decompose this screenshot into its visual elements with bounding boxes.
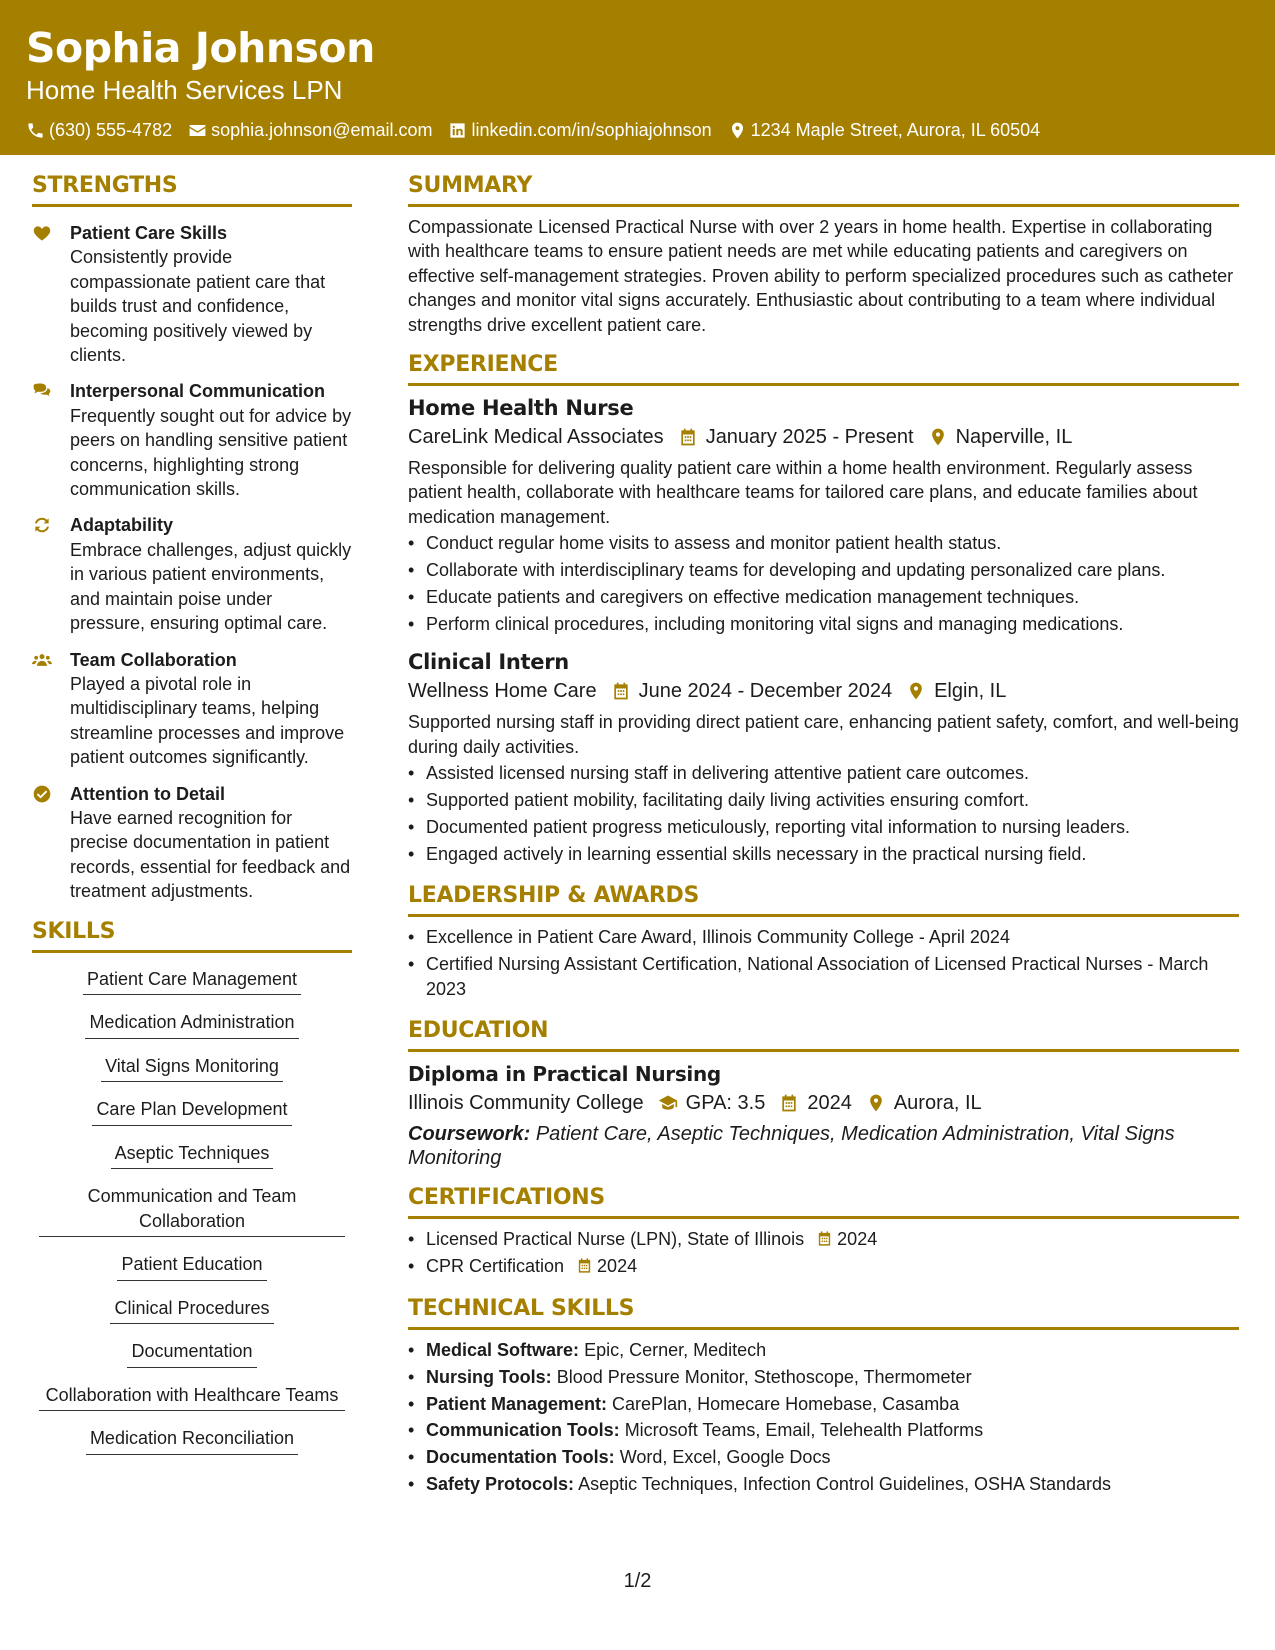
awards-heading: LEADERSHIP & AWARDS — [408, 882, 1239, 917]
check-circle-icon — [32, 784, 52, 804]
skill-item: Aseptic Techniques — [111, 1141, 274, 1170]
calendar-icon — [816, 1230, 833, 1247]
technical-skill-value: Microsoft Teams, Email, Telehealth Platforms — [624, 1420, 984, 1441]
job-entry — [408, 394, 1239, 636]
skill-item: Collaboration with Healthcare Teams — [39, 1383, 345, 1412]
skill-item: Medication Reconciliation — [86, 1426, 298, 1455]
technical-skill-item — [408, 1365, 1239, 1389]
phone-icon — [26, 121, 45, 140]
job-title: Clinical Intern — [408, 650, 569, 675]
address-text: 1234 Maple Street, Aurora, IL 60504 — [750, 120, 1041, 140]
awards-list — [408, 925, 1239, 1001]
technical-skill-item — [408, 1418, 1239, 1442]
skills-heading: SKILLS — [32, 918, 352, 953]
job-bullet: • Assisted licensed nursing staff in delivering attentive patient care outcomes. — [408, 761, 1239, 785]
strength-title: Team Collaboration — [70, 649, 237, 670]
education-heading: EDUCATION — [408, 1017, 1239, 1052]
technical-skill-label: Communication Tools: — [426, 1420, 620, 1441]
linkedin-text[interactable]: linkedin.com/in/sophiajohnson — [471, 120, 712, 140]
contact-phone — [26, 118, 172, 142]
technical-skill-value: Aseptic Techniques, Infection Control Guidelines, OSHA Standards — [578, 1474, 1112, 1495]
map-pin-icon — [906, 681, 926, 701]
strength-item — [32, 648, 352, 770]
contact-email[interactable] — [188, 118, 432, 142]
technical-skill-item — [408, 1338, 1239, 1362]
job-meta — [408, 676, 1239, 706]
technical-skill-value: Blood Pressure Monitor, Stethoscope, Thermometer — [556, 1366, 972, 1387]
technical-skill-item — [408, 1472, 1239, 1496]
comments-icon — [32, 381, 52, 401]
strength-title: Adaptability — [70, 515, 174, 536]
skill-item: Vital Signs Monitoring — [101, 1054, 283, 1083]
skills-section — [32, 918, 352, 1455]
job-dates: June 2024 - December 2024 — [638, 680, 893, 703]
education-meta — [408, 1088, 1239, 1118]
skill-item: Clinical Procedures — [110, 1296, 273, 1325]
job-bullets — [408, 531, 1239, 636]
strengths-heading: STRENGTHS — [32, 172, 352, 207]
certification-year: 2024 — [837, 1229, 878, 1250]
technical-skill-value: Word, Excel, Google Docs — [619, 1447, 831, 1468]
strength-item — [32, 221, 352, 367]
job-bullets — [408, 761, 1239, 866]
certifications-heading: CERTIFICATIONS — [408, 1184, 1239, 1219]
left-column — [32, 172, 352, 1470]
strength-desc: Played a pivotal role in multidisciplinary teams, helping streamline processes and improve patient outcomes significantly. — [70, 673, 345, 768]
coursework — [408, 1122, 1239, 1170]
skills-list — [32, 967, 352, 1455]
phone-text: (630) 555-4782 — [49, 120, 173, 140]
technical-skill-label: Patient Management: — [426, 1393, 608, 1414]
calendar-icon — [779, 1093, 799, 1113]
envelope-icon — [188, 121, 207, 140]
technical-skills-list — [408, 1338, 1239, 1496]
technical-skill-label: Medical Software: — [426, 1340, 580, 1361]
certification-name: Licensed Practical Nurse (LPN), State of Illinois — [426, 1229, 805, 1250]
strength-item — [32, 782, 352, 904]
job-meta — [408, 422, 1239, 452]
job-entry — [408, 648, 1239, 866]
job-title: Home Health Nurse — [408, 396, 634, 421]
skill-item: Patient Education — [117, 1252, 266, 1281]
technical-skill-label: Documentation Tools: — [426, 1447, 615, 1468]
experience-heading: EXPERIENCE — [408, 351, 1239, 386]
strength-item — [32, 379, 352, 501]
contact-bar — [26, 118, 1249, 142]
certification-item — [408, 1227, 1239, 1251]
certifications-list — [408, 1227, 1239, 1278]
job-bullet: • Supported patient mobility, facilitating daily living activities ensuring comfort. — [408, 788, 1239, 812]
map-pin-icon — [928, 427, 948, 447]
map-pin-icon — [728, 121, 747, 140]
page-number: 1/2 — [623, 1570, 652, 1592]
technical-skill-item — [408, 1445, 1239, 1469]
map-pin-icon — [866, 1093, 886, 1113]
name: Sophia Johnson — [26, 24, 375, 72]
strength-desc: Frequently sought out for advice by peers on handling sensitive patient concerns, highlighting strong communication skills. — [70, 405, 352, 500]
right-column — [408, 172, 1239, 1499]
calendar-icon — [611, 681, 631, 701]
graduation-cap-icon — [658, 1093, 678, 1113]
award-item: • Excellence in Patient Care Award, Illinois Community College - April 2024 — [408, 925, 1239, 949]
job-company: CareLink Medical Associates — [408, 426, 664, 449]
certification-year: 2024 — [597, 1256, 638, 1277]
calendar-icon — [678, 427, 698, 447]
strength-item — [32, 513, 352, 635]
job-bullet: • Documented patient progress meticulously, reporting vital information to nursing leaders. — [408, 815, 1239, 839]
strengths-list — [32, 221, 352, 904]
skill-item: Patient Care Management — [83, 967, 301, 996]
skill-item: Communication and Team Collaboration — [39, 1184, 345, 1237]
strength-title: Patient Care Skills — [70, 223, 228, 243]
technical-skill-label: Safety Protocols: — [426, 1474, 575, 1495]
header — [0, 0, 1275, 155]
award-item: • Certified Nursing Assistant Certification, National Association of Licensed Practical Nurses - March 2023 — [408, 952, 1239, 1001]
linkedin-icon — [448, 121, 467, 140]
technical-skill-value: CarePlan, Homecare Homebase, Casamba — [612, 1393, 960, 1414]
technical-skill-value: Epic, Cerner, Meditech — [584, 1340, 767, 1361]
job-location: Elgin, IL — [934, 680, 1007, 703]
contact-linkedin[interactable] — [448, 118, 711, 142]
job-bullet: • Educate patients and caregivers on effective medication management techniques. — [408, 585, 1239, 609]
technical-skills-heading: TECHNICAL SKILLS — [408, 1295, 1239, 1330]
summary-text: Compassionate Licensed Practical Nurse with over 2 years in home health. Expertise in collaborating with healthcare teams to ensure patient needs are met while educating patients and caregivers on effective self-management strategies. Proven ability to perform specialized procedures such as catheter changes and monitor vital signs accurately. Enthusiastic about contributing to a team where individual strengths drive excellent patient care. — [408, 217, 1234, 335]
education-year: 2024 — [807, 1092, 852, 1115]
strength-title: Attention to Detail — [70, 783, 225, 804]
strength-title: Interpersonal Communication — [70, 381, 326, 402]
contact-address — [728, 118, 1041, 142]
strength-desc: Consistently provide compassionate patient care that builds trust and confidence, becoming positively viewed by clients. — [70, 247, 326, 366]
coursework-text: Patient Care, Aseptic Techniques, Medication Administration, Vital Signs Monitoring — [408, 1123, 1175, 1170]
users-icon — [32, 650, 52, 670]
summary-heading: SUMMARY — [408, 172, 1239, 207]
technical-skill-item — [408, 1392, 1239, 1416]
job-bullet: • Perform clinical procedures, including monitoring vital signs and managing medications. — [408, 612, 1239, 636]
job-location: Naperville, IL — [955, 426, 1073, 449]
job-description: Responsible for delivering quality patient care within a home health environment. Regularly assess patient health, collaborate with healthcare teams for tailored care plans, and educate families about medication management. — [408, 458, 1198, 527]
certification-name: CPR Certification — [426, 1256, 565, 1277]
heart-icon — [32, 223, 52, 243]
school-name: Illinois Community College — [408, 1092, 644, 1115]
strength-desc: Have earned recognition for precise documentation in patient records, essential for feedback and treatment adjustments. — [70, 807, 351, 902]
calendar-icon — [576, 1257, 593, 1274]
skill-item: Medication Administration — [85, 1010, 298, 1039]
job-description: Supported nursing staff in providing direct patient care, enhancing patient safety, comfort, and well-being during daily activities. — [408, 712, 1239, 757]
skill-item: Documentation — [127, 1339, 256, 1368]
job-bullet: • Conduct regular home visits to assess and monitor patient health status. — [408, 531, 1239, 555]
refresh-icon — [32, 515, 52, 535]
job-dates: January 2025 - Present — [705, 426, 914, 449]
education-location: Aurora, IL — [893, 1092, 982, 1115]
coursework-label: Coursework: — [408, 1123, 531, 1146]
role-title: Home Health Services LPN — [26, 75, 343, 105]
certification-item — [408, 1254, 1239, 1278]
strength-desc: Embrace challenges, adjust quickly in various patient environments, and maintain poise under pressure, ensuring optimal care. — [70, 539, 352, 634]
gpa-text: GPA: 3.5 — [685, 1092, 766, 1115]
email-text[interactable]: sophia.johnson@email.com — [211, 120, 433, 140]
degree-title: Diploma in Practical Nursing — [408, 1062, 721, 1087]
job-bullet: • Engaged actively in learning essential skills necessary in the practical nursing field. — [408, 842, 1239, 866]
skill-item: Care Plan Development — [92, 1097, 291, 1126]
job-company: Wellness Home Care — [408, 680, 597, 703]
technical-skill-label: Nursing Tools: — [426, 1366, 552, 1387]
job-bullet: • Collaborate with interdisciplinary teams for developing and updating personalized care plans. — [408, 558, 1239, 582]
